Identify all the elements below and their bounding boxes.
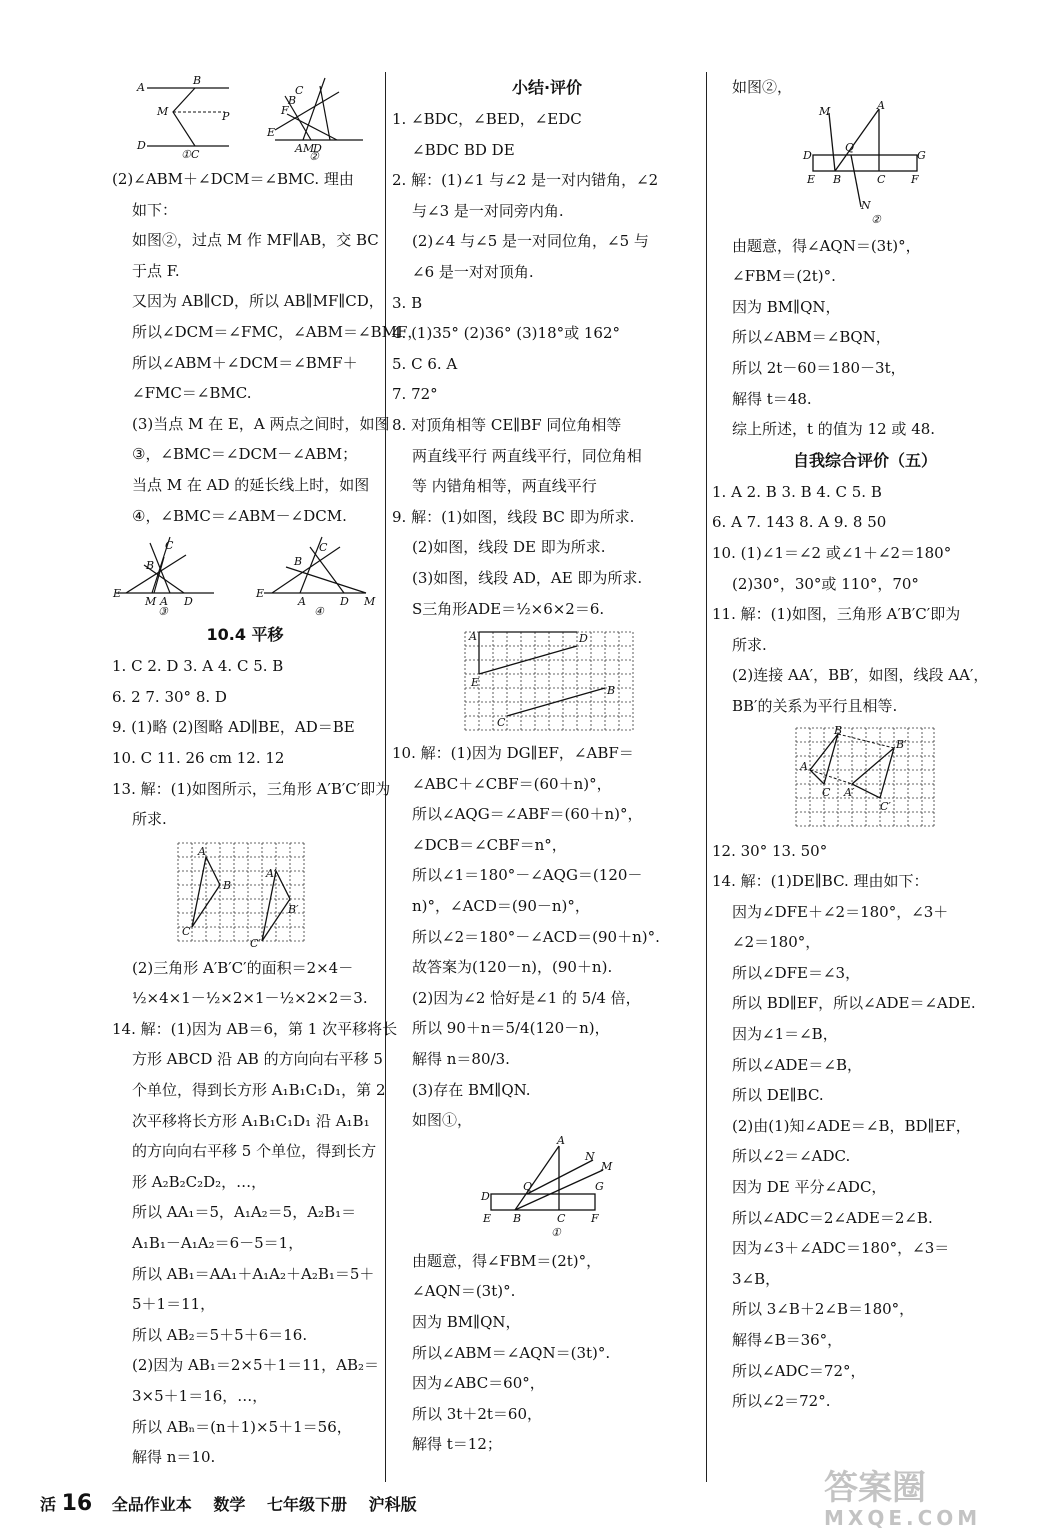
answer-line: ½×4×1－½×2×1－½×2×2＝3. xyxy=(132,989,368,1008)
answer-line: 所以∠ABM＋∠DCM＝∠BMF＋ xyxy=(132,353,358,372)
figure-label: C xyxy=(319,541,328,555)
figure-label: D xyxy=(481,1189,490,1203)
answer-line: 次平移将长方形 A₁B₁C₁D₁ 沿 A₁B₁ xyxy=(132,1111,370,1130)
figure-label: E xyxy=(267,126,276,139)
footer-text: 数学 xyxy=(213,1495,246,1514)
grid-translation-figure xyxy=(170,837,320,949)
answer-line: 6. 2 7. 30° 8. D xyxy=(112,687,227,706)
figure-label: M xyxy=(303,142,315,155)
answer-line: 因为 BM∥QN， xyxy=(732,297,841,316)
answer-line: 12. 30° 13. 50° xyxy=(712,841,828,860)
answer-line: 1. A 2. B 3. B 4. C 5. B xyxy=(712,482,882,501)
answer-line: (2)三角形 A′B′C′的面积＝2×4－ xyxy=(132,958,354,977)
answer-line: 两直线平行 两直线平行，同位角相 xyxy=(412,446,642,465)
figure-label: B′ xyxy=(896,737,907,751)
figure-label: E xyxy=(483,1211,492,1225)
figure-label: A′ xyxy=(844,785,855,799)
figure-label: M xyxy=(364,595,376,609)
answer-line: ③，∠BMC＝∠DCM－∠ABM； xyxy=(132,445,358,464)
answer-line: 所以∠2＝180°－∠ACD＝(90＋n)°. xyxy=(412,927,660,946)
answer-line: ∠BDC BD DE xyxy=(412,140,515,159)
rotating-lines-figure-1 xyxy=(477,1133,617,1242)
answer-line: 由题意，得∠AQN＝(3t)°， xyxy=(732,236,921,255)
answer-line: 6. A 7. 143 8. A 9. 8 50 xyxy=(712,513,887,532)
answer-line: 14. 解：(1)因为 AB＝6，第 1 次平移将长 xyxy=(112,1019,398,1038)
figure-label: A xyxy=(469,630,477,644)
figure-label: A xyxy=(198,844,206,858)
figure-label: B xyxy=(294,555,303,569)
figure-label: Q xyxy=(523,1179,533,1193)
answer-line: 如图②，过点 M 作 MF∥AB，交 BC xyxy=(132,231,379,250)
answer-line: 所以∠2＝∠ADC. xyxy=(732,1147,851,1166)
answer-line: 4. (1)35° (2)36° (3)18°或 162° xyxy=(392,324,621,343)
figure-label: A xyxy=(800,759,808,773)
answer-line: (2)因为∠2 恰好是∠1 的 5/4 倍， xyxy=(412,988,641,1007)
answer-line: 10. 解：(1)因为 DG∥EF，∠ABF＝ xyxy=(392,744,634,763)
answer-line: (2)由(1)知∠ADE＝∠B，BD∥EF， xyxy=(732,1116,971,1135)
answer-line: 形 A₂B₂C₂D₂，…， xyxy=(132,1172,267,1191)
figure-label: A xyxy=(295,142,303,155)
answer-line: 因为∠DFE＋∠2＝180°，∠3＋ xyxy=(732,902,949,921)
answer-line: 9. 解：(1)如图，线段 BC 即为所求. xyxy=(392,507,635,526)
answer-line: 因为∠1＝∠B， xyxy=(732,1025,838,1044)
figure-label: E xyxy=(113,587,122,601)
page-footer xyxy=(40,1488,433,1520)
figure-label: C′ xyxy=(880,799,891,813)
figure-label: N xyxy=(861,198,871,212)
answer-line: 所以∠ABM＝∠AQN＝(3t)°. xyxy=(412,1343,611,1362)
figure-label: D xyxy=(579,632,588,646)
figure-label: C xyxy=(191,148,200,161)
answer-line: 所以 AA₁＝5，A₁A₂＝5，A₂B₁＝ xyxy=(132,1203,357,1222)
answer-line: 所以∠ADE＝∠B， xyxy=(732,1055,862,1074)
answer-line: 13. 解：(1)如图所示，三角形 A′B′C′即为 xyxy=(112,779,391,798)
parallel-lines-figures-3-4 xyxy=(113,533,376,619)
answer-line: 解得 n＝10. xyxy=(132,1448,216,1467)
figure-label: D xyxy=(137,139,146,152)
answer-line: 所以∠AQG＝∠ABF＝(60＋n)°， xyxy=(412,805,643,824)
answer-line: 所以 ABₙ＝(n＋1)×5＋1＝56， xyxy=(132,1417,352,1436)
answer-line: 5＋1＝11， xyxy=(132,1295,216,1314)
figure-label: D xyxy=(313,142,322,155)
figure-label: B xyxy=(193,74,202,87)
answer-line: 解得∠B＝36°， xyxy=(732,1331,843,1349)
figure-label: C xyxy=(557,1211,566,1225)
answer-line: 所以 DE∥BC. xyxy=(732,1086,824,1105)
answer-line: 所以∠ADC＝2∠ADE＝2∠B. xyxy=(732,1208,933,1227)
answer-line: 解得 t＝12； xyxy=(412,1435,502,1454)
figure-label: C xyxy=(182,924,191,938)
answer-line: 14. 解：(1)DE∥BC. 理由如下： xyxy=(712,872,929,891)
answer-line: 所以 AB₁＝AA₁＋A₁A₂＋A₂B₁＝5＋ xyxy=(132,1264,375,1283)
answer-line: 所以 AB₂＝5＋5＋6＝16. xyxy=(132,1325,308,1344)
footer-text: 全品作业本 xyxy=(111,1495,192,1514)
figure-label: E xyxy=(471,676,480,690)
watermark-top: 答案圈 xyxy=(824,1468,926,1508)
answer-line: 综上所述，t 的值为 12 或 48. xyxy=(732,420,936,439)
answer-line: 个单位，得到长方形 A₁B₁C₁D₁，第 2 xyxy=(132,1081,386,1100)
answer-line: 1. ∠BDC，∠BED，∠EDC xyxy=(392,110,582,128)
column-divider xyxy=(706,72,707,1482)
answer-line: 所以∠DCM＝∠FMC，∠ABM＝∠BMF， xyxy=(132,322,423,341)
answer-line: ∠6 是一对对顶角. xyxy=(412,262,534,281)
figure-label: C′ xyxy=(250,936,261,950)
answer-line: ④，∠BMC＝∠ABM－∠DCM. xyxy=(132,506,347,525)
figure-caption: ② xyxy=(871,212,881,226)
answer-line: (2)∠ABM＋∠DCM＝∠BMC. 理由 xyxy=(112,170,354,188)
figure-label: C xyxy=(295,84,304,97)
answer-line: 方形 ABCD 沿 AB 的方向向右平移 5 xyxy=(132,1050,383,1069)
answer-line: 与∠3 是一对同旁内角. xyxy=(412,201,564,220)
figure-label: C xyxy=(877,172,886,186)
section-heading: 10.4 平移 xyxy=(206,625,284,645)
answer-line: 8. 对顶角相等 CE∥BF 同位角相等 xyxy=(392,415,622,434)
grid-segments-figure xyxy=(457,626,637,734)
answer-line: 11. 解：(1)如图，三角形 A′B′C′即为 xyxy=(712,605,961,624)
figure-label: A xyxy=(877,98,885,112)
answer-line: 由题意，得∠FBM＝(2t)°， xyxy=(412,1251,602,1270)
answer-line: (2)30°，30°或 110°，70° xyxy=(732,574,919,593)
answer-line: 7. 72° xyxy=(392,385,438,404)
answer-line: A₁B₁－A₁A₂＝6－5＝1， xyxy=(132,1234,304,1253)
figure-label: G xyxy=(595,1179,604,1193)
figure-label: A xyxy=(160,595,168,609)
figure-label: B xyxy=(288,94,297,107)
answer-line: (3)如图，线段 AD，AE 即为所求. xyxy=(412,568,643,587)
answer-line: (3)当点 M 在 E，A 两点之间时，如图 xyxy=(132,414,390,433)
figure-label: F xyxy=(911,172,919,186)
answer-line: BB′的关系为平行且相等. xyxy=(732,696,898,715)
answer-line: 所以∠1＝180°－∠AQG＝(120－ xyxy=(412,866,643,885)
answer-line: 解得 n＝80/3. xyxy=(412,1050,510,1069)
figure-label: M xyxy=(819,104,831,118)
figure-label: N xyxy=(585,1149,595,1163)
answer-line: ∠2＝180°， xyxy=(732,933,821,952)
figure-label: F xyxy=(591,1211,599,1225)
answer-line: ∠FBM＝(2t)°. xyxy=(732,267,836,286)
answer-line: 因为∠3＋∠ADC＝180°，∠3＝ xyxy=(732,1239,950,1258)
figure-label: B′ xyxy=(288,902,299,916)
answer-line: 如图①， xyxy=(412,1111,473,1130)
answer-line: 所以 3∠B＋2∠B＝180°， xyxy=(732,1300,915,1319)
footer-prefix: 活 xyxy=(40,1495,57,1514)
figure-label: D xyxy=(803,148,812,162)
answer-line: 于点 F. xyxy=(132,261,180,280)
figure-caption: ② xyxy=(309,150,319,163)
figure-label: M xyxy=(601,1159,613,1173)
figure-label: Q xyxy=(845,140,855,154)
answer-line: n)°，∠ACD＝(90－n)°， xyxy=(412,897,590,916)
answer-line: 1. C 2. D 3. A 4. C 5. B xyxy=(112,657,284,676)
figure-label: B xyxy=(833,172,842,186)
footer-text: 沪科版 xyxy=(368,1495,417,1514)
answer-line: (2)因为 AB₁＝2×5＋1＝11，AB₂＝ xyxy=(132,1356,380,1375)
answer-line: 所以 90＋n＝5/4(120－n)， xyxy=(412,1019,610,1038)
figure-label: P xyxy=(222,110,230,123)
answer-line: ∠FMC＝∠BMC. xyxy=(132,384,252,403)
grid-connect-figure xyxy=(792,724,938,832)
answer-line: 因为 DE 平分∠ADC， xyxy=(732,1178,887,1197)
figure-label: C xyxy=(822,785,831,799)
footer-text: 七年级下册 xyxy=(266,1495,347,1514)
answer-line: 如图②， xyxy=(732,78,793,96)
answer-line: 等 内错角相等，两直线平行 xyxy=(412,477,597,496)
answer-line: (2)如图，线段 DE 即为所求. xyxy=(412,538,606,557)
figure-label: C xyxy=(497,716,506,730)
figure-label: B xyxy=(146,559,155,573)
page-number: 16 xyxy=(61,1491,93,1516)
answer-line: S三角形ADE＝½×6×2＝6. xyxy=(412,599,605,618)
figure-label: M xyxy=(145,595,157,609)
answer-line: 故答案为(120－n)，(90＋n). xyxy=(412,958,613,977)
figure-label: E xyxy=(256,587,265,601)
answer-line: 10. (1)∠1＝∠2 或∠1＋∠2＝180° xyxy=(712,543,952,562)
parallel-lines-figures-1-2 xyxy=(125,74,365,163)
answer-line: 所以∠DFE＝∠3， xyxy=(732,963,861,982)
watermark-bottom: MXQE.COM xyxy=(824,1506,982,1530)
section-heading: 自我综合评价（五） xyxy=(792,450,937,470)
answer-line: 又因为 AB∥CD，所以 AB∥MF∥CD， xyxy=(132,292,384,311)
figure-label: A xyxy=(137,81,145,94)
figure-label: A xyxy=(557,1133,565,1147)
section-heading: 小结·评价 xyxy=(511,78,583,97)
figure-label: M xyxy=(157,105,169,118)
answer-line: 所求. xyxy=(132,810,167,829)
answer-line: 所以 2t－60＝180－3t， xyxy=(732,358,906,377)
figure-label: G xyxy=(917,148,926,162)
answer-line: (2)∠4 与∠5 是一对同位角，∠5 与 xyxy=(412,232,649,251)
figure-label: C xyxy=(165,539,174,553)
figure-label: A xyxy=(298,595,306,609)
answer-line: 9. (1)略 (2)图略 AD∥BE，AD＝BE xyxy=(112,718,355,737)
answer-line: 所求. xyxy=(732,635,767,654)
rotating-lines-figure-2 xyxy=(795,98,935,227)
column-2 xyxy=(392,72,702,1460)
figure-caption: ① xyxy=(181,148,191,161)
answer-line: 所以 3t＋2t＝60， xyxy=(412,1404,542,1423)
answer-line: 解得 t＝48. xyxy=(732,389,812,408)
figure-label: B xyxy=(607,684,616,698)
figure-label: D xyxy=(184,595,193,609)
answer-line: (2)连接 AA′，BB′，如图，线段 AA′， xyxy=(732,666,989,685)
answer-line: 3×5＋1＝16，…， xyxy=(132,1387,268,1405)
answer-line: 3. B xyxy=(392,293,423,312)
answer-line: 所以 BD∥EF，所以∠ADE＝∠ADE. xyxy=(732,994,976,1013)
column-divider xyxy=(385,72,386,1482)
answer-line: 的方向向右平移 5 个单位，得到长方 xyxy=(132,1142,377,1161)
figure-label: B xyxy=(834,723,843,737)
answer-line: 因为∠ABC＝60°， xyxy=(412,1374,545,1393)
answer-line: 所以∠ADC＝72°， xyxy=(732,1361,866,1380)
figure-label: A′ xyxy=(266,866,277,880)
answer-line: 所以∠2＝72°. xyxy=(732,1392,831,1411)
figure-label: D xyxy=(340,595,349,609)
column-3 xyxy=(712,72,1018,1417)
figure-caption: ④ xyxy=(314,605,324,619)
answer-line: 10. C 11. 26 cm 12. 12 xyxy=(112,748,285,767)
figure-label: F xyxy=(281,104,289,117)
answer-line: 当点 M 在 AD 的延长线上时，如图 xyxy=(132,475,370,494)
answer-line: ∠ABC＋∠CBF＝(60＋n)°， xyxy=(412,774,612,793)
answer-line: (3)存在 BM∥QN. xyxy=(412,1080,531,1099)
figure-label: E xyxy=(807,172,816,186)
watermark-logo xyxy=(824,1470,1024,1530)
answer-line: ∠AQN＝(3t)°. xyxy=(412,1282,516,1301)
figure-label: B xyxy=(513,1211,522,1225)
figure-caption: ③ xyxy=(158,605,168,619)
figure-label: B xyxy=(223,878,232,892)
answer-line: 因为 BM∥QN， xyxy=(412,1313,521,1331)
answer-line: 如下： xyxy=(132,200,178,219)
answer-line: ∠DCB＝∠CBF＝n°， xyxy=(412,835,567,854)
answer-line: 所以∠ABM＝∠BQN， xyxy=(732,328,891,347)
answer-line: 3∠B， xyxy=(732,1269,781,1288)
answer-line: 5. C 6. A xyxy=(392,354,458,373)
figure-caption: ① xyxy=(551,1225,561,1239)
answer-line: 2. 解：(1)∠1 与∠2 是一对内错角，∠2 xyxy=(392,171,659,190)
